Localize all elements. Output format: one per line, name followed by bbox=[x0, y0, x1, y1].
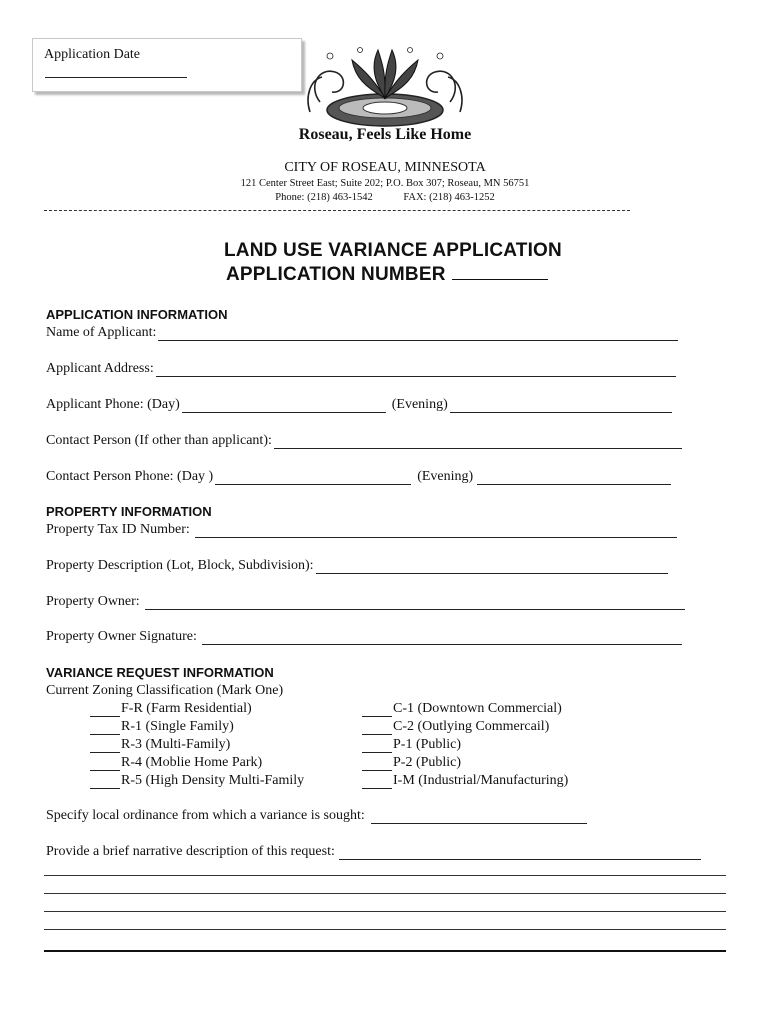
applicant-phone-evening-field[interactable] bbox=[450, 400, 672, 413]
zoning-option-r5[interactable] bbox=[90, 773, 304, 789]
property-tax-id-label: Property Tax ID Number: bbox=[46, 522, 190, 537]
zoning-option-r3[interactable] bbox=[90, 737, 230, 753]
property-owner-signature-label: Property Owner Signature: bbox=[46, 629, 197, 644]
city-contact bbox=[0, 192, 770, 203]
zoning-option-label: C-1 (Downtown Commercial) bbox=[393, 701, 562, 716]
contact-person-row bbox=[46, 433, 682, 449]
narrative-line[interactable] bbox=[44, 875, 726, 876]
narrative-label: Provide a brief narrative description of this request: bbox=[46, 844, 335, 859]
applicant-address-row bbox=[46, 361, 676, 377]
applicant-phone-evening-label: (Evening) bbox=[391, 397, 448, 412]
property-tax-id-row bbox=[46, 522, 677, 538]
application-date-label: Application Date bbox=[44, 47, 141, 62]
zoning-option-blank[interactable] bbox=[362, 704, 392, 717]
narrative-row bbox=[46, 844, 701, 860]
zoning-option-c2[interactable] bbox=[362, 719, 549, 735]
zoning-option-blank[interactable] bbox=[90, 704, 120, 717]
bottom-rule bbox=[44, 950, 726, 952]
zoning-option-label: R-1 (Single Family) bbox=[121, 719, 234, 734]
zoning-option-blank[interactable] bbox=[90, 722, 120, 735]
narrative-field[interactable] bbox=[339, 847, 701, 860]
contact-phone-day-field[interactable] bbox=[215, 472, 411, 485]
name-of-applicant-label: Name of Applicant: bbox=[46, 325, 157, 340]
zoning-option-p1[interactable] bbox=[362, 737, 461, 753]
contact-phone-evening-label: (Evening) bbox=[417, 469, 474, 484]
zoning-option-label: P-2 (Public) bbox=[393, 755, 462, 770]
header-divider bbox=[44, 210, 630, 211]
property-description-row bbox=[46, 558, 668, 574]
application-date-field[interactable] bbox=[45, 77, 187, 78]
property-tax-id-field[interactable] bbox=[195, 525, 677, 538]
application-number-text: APPLICATION NUMBER bbox=[226, 264, 446, 285]
variance-request-heading: VARIANCE REQUEST INFORMATION bbox=[46, 665, 274, 680]
ordinance-label: Specify local ordinance from which a variance is sought: bbox=[46, 808, 365, 823]
application-number-label bbox=[226, 264, 548, 286]
zoning-option-blank[interactable] bbox=[362, 776, 392, 789]
ordinance-field[interactable] bbox=[371, 811, 587, 824]
application-date-box bbox=[32, 38, 302, 92]
city-phone: Phone: (218) 463-1542 bbox=[275, 192, 373, 203]
application-information-heading: APPLICATION INFORMATION bbox=[46, 307, 228, 322]
contact-person-label: Contact Person (If other than applicant): bbox=[46, 433, 272, 448]
property-description-field[interactable] bbox=[316, 561, 668, 574]
applicant-phone-row bbox=[46, 397, 672, 413]
zoning-option-r4[interactable] bbox=[90, 755, 262, 771]
city-fax: FAX: (218) 463-1252 bbox=[403, 192, 495, 203]
zoning-option-blank[interactable] bbox=[362, 722, 392, 735]
narrative-line[interactable] bbox=[44, 911, 726, 912]
property-information-heading: PROPERTY INFORMATION bbox=[46, 504, 212, 519]
city-address: 121 Center Street East; Suite 202; P.O. Box 307; Roseau, MN 56751 bbox=[240, 178, 530, 189]
applicant-phone-day-label: Applicant Phone: (Day) bbox=[46, 397, 180, 412]
zoning-classification-label: Current Zoning Classification (Mark One) bbox=[46, 683, 284, 698]
name-of-applicant-field[interactable] bbox=[158, 328, 678, 341]
zoning-option-c1[interactable] bbox=[362, 701, 562, 717]
zoning-option-blank[interactable] bbox=[362, 740, 392, 753]
zoning-option-label: R-4 (Moblie Home Park) bbox=[121, 755, 263, 770]
name-of-applicant-row bbox=[46, 325, 678, 341]
property-owner-label: Property Owner: bbox=[46, 594, 140, 609]
application-number-field[interactable] bbox=[452, 265, 548, 280]
zoning-option-label: R-3 (Multi-Family) bbox=[121, 737, 231, 752]
roseau-logo-image bbox=[300, 42, 470, 132]
zoning-option-label: I-M (Industrial/Manufacturing) bbox=[393, 773, 569, 788]
zoning-option-label: P-1 (Public) bbox=[393, 737, 462, 752]
zoning-option-r1[interactable] bbox=[90, 719, 234, 735]
property-owner-signature-row bbox=[46, 629, 682, 645]
zoning-option-blank[interactable] bbox=[90, 740, 120, 753]
ordinance-row bbox=[46, 808, 587, 824]
applicant-address-label: Applicant Address: bbox=[46, 361, 154, 376]
zoning-option-p2[interactable] bbox=[362, 755, 461, 771]
applicant-address-field[interactable] bbox=[156, 364, 676, 377]
zoning-option-label: F-R (Farm Residential) bbox=[121, 701, 252, 716]
contact-phone-day-label: Contact Person Phone: (Day ) bbox=[46, 469, 214, 484]
zoning-option-blank[interactable] bbox=[90, 758, 120, 771]
zoning-option-fr[interactable] bbox=[90, 701, 252, 717]
zoning-option-blank[interactable] bbox=[90, 776, 120, 789]
city-name: CITY OF ROSEAU, MINNESOTA bbox=[284, 160, 486, 175]
property-description-label: Property Description (Lot, Block, Subdivision): bbox=[46, 558, 314, 573]
zoning-option-label: C-2 (Outlying Commercail) bbox=[393, 719, 550, 734]
narrative-line[interactable] bbox=[44, 929, 726, 930]
zoning-option-blank[interactable] bbox=[362, 758, 392, 771]
contact-phone-row bbox=[46, 469, 671, 485]
property-owner-signature-field[interactable] bbox=[202, 632, 682, 645]
applicant-phone-day-field[interactable] bbox=[182, 400, 386, 413]
form-title: LAND USE VARIANCE APPLICATION bbox=[224, 240, 562, 261]
tagline: Roseau, Feels Like Home bbox=[298, 126, 472, 143]
narrative-line[interactable] bbox=[44, 893, 726, 894]
zoning-option-im[interactable] bbox=[362, 773, 568, 789]
property-owner-field[interactable] bbox=[145, 597, 685, 610]
contact-person-field[interactable] bbox=[274, 436, 682, 449]
zoning-option-label: R-5 (High Density Multi-Family bbox=[121, 773, 305, 788]
contact-phone-evening-field[interactable] bbox=[477, 472, 671, 485]
property-owner-row bbox=[46, 594, 685, 610]
